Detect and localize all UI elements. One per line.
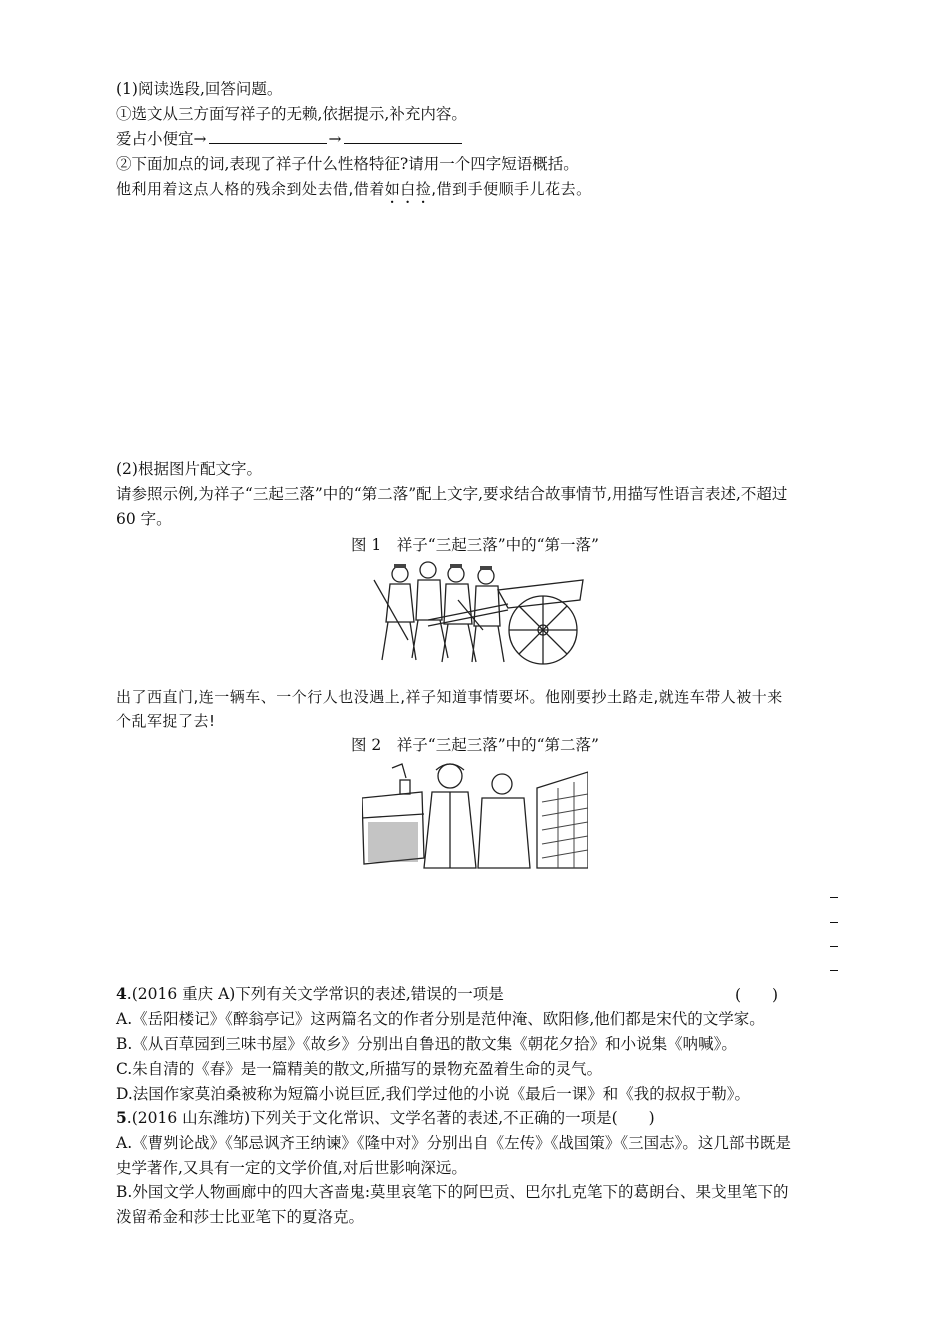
- example-text-line1: 出了西直门,连一辆车、一个行人也没遇上,祥子知道事情要坏。他刚要抄土路走,就连车带人被十来: [116, 688, 783, 706]
- q1-quote: [116, 178, 592, 207]
- margin-mark: [830, 922, 838, 923]
- q4-stem: [116, 983, 504, 1005]
- figure2-caption: 图 2 祥子“三起三落”中的“第二落”: [351, 736, 599, 754]
- example-text-line2: 个乱军捉了去!: [116, 712, 216, 730]
- q1-sub2: ②下面加点的词,表现了祥子什么性格特征?请用一个四字短语概括。: [116, 155, 579, 173]
- q1-sub1-hint-row: [116, 128, 464, 150]
- quote-part-a: 他利用着这点人格的残余到处去借,借着: [116, 180, 385, 198]
- answer-blank-2[interactable]: [344, 129, 462, 144]
- q5-option-a-line1: A.《曹刿论战》《邹忌讽齐王纳谏》《隆中对》分别出自《左传》《战国策》《三国志》。这几部书既是: [116, 1134, 791, 1152]
- q2-instruction-line1: 请参照示例,为祥子“三起三落”中的“第二落”配上文字,要求结合故事情节,用描写性语言表述,不超过: [116, 485, 788, 503]
- q1-heading: (1)阅读选段,回答问题。: [116, 80, 283, 98]
- q1-sub1: ①选文从三方面写祥子的无赖,依据提示,补充内容。: [116, 105, 467, 123]
- margin-mark: [830, 946, 838, 947]
- q2-heading: (2)根据图片配文字。: [116, 460, 262, 478]
- q4-number: 4: [116, 984, 127, 1003]
- q4-option-d: D.法国作家莫泊桑被称为短篇小说巨匠,我们学过他的小说《最后一课》和《我的叔叔于勒》。: [116, 1085, 750, 1103]
- q2-instruction-line2: 60 字。: [116, 510, 172, 528]
- q4-option-b: B.《从百草园到三味书屋》《故乡》分别出自鲁迅的散文集《朝花夕拾》和小说集《呐喊》。: [116, 1035, 737, 1053]
- arrow: →: [328, 130, 342, 148]
- q4-answer-paren[interactable]: ( ): [735, 986, 779, 1004]
- q5-stem-text: .(2016 山东潍坊)下列关于文化常识、文学名著的表述,不正确的一项是( ): [126, 1109, 655, 1127]
- q5-number: 5: [116, 1108, 127, 1127]
- q4-option-c: C.朱自清的《春》是一篇精美的散文,所描写的景物充盈着生命的灵气。: [116, 1060, 603, 1078]
- q5-stem: [116, 1107, 655, 1129]
- q5-option-a-line2: 史学著作,又具有一定的文学价值,对后世影响深远。: [116, 1159, 467, 1177]
- q4-option-a: A.《岳阳楼记》《醉翁亭记》这两篇名文的作者分别是范仲淹、欧阳修,他们都是宋代的文学家。: [116, 1010, 765, 1028]
- q5-option-b-line1: B.外国文学人物画廊中的四大吝啬鬼:莫里哀笔下的阿巴贡、巴尔扎克笔下的葛朗台、果戈里笔下的: [116, 1183, 789, 1201]
- figure1-illustration: [368, 560, 588, 668]
- q5-option-b-line2: 泼留希金和莎士比亚笔下的夏洛克。: [116, 1208, 365, 1226]
- q4-stem-text: .(2016 重庆 A)下列有关文学常识的表述,错误的一项是: [126, 985, 504, 1003]
- figure1-caption: 图 1 祥子“三起三落”中的“第一落”: [351, 536, 599, 554]
- answer-blank-1[interactable]: [209, 129, 327, 144]
- q1-hint: 爱占小便宜→: [116, 130, 207, 148]
- margin-mark: [830, 970, 838, 971]
- quote-part-b: ,借到手便顺手儿花去。: [431, 180, 592, 198]
- figure2-illustration: [362, 758, 588, 872]
- margin-mark: [830, 897, 838, 898]
- quote-dotted-words: 如白捡: [384, 180, 432, 198]
